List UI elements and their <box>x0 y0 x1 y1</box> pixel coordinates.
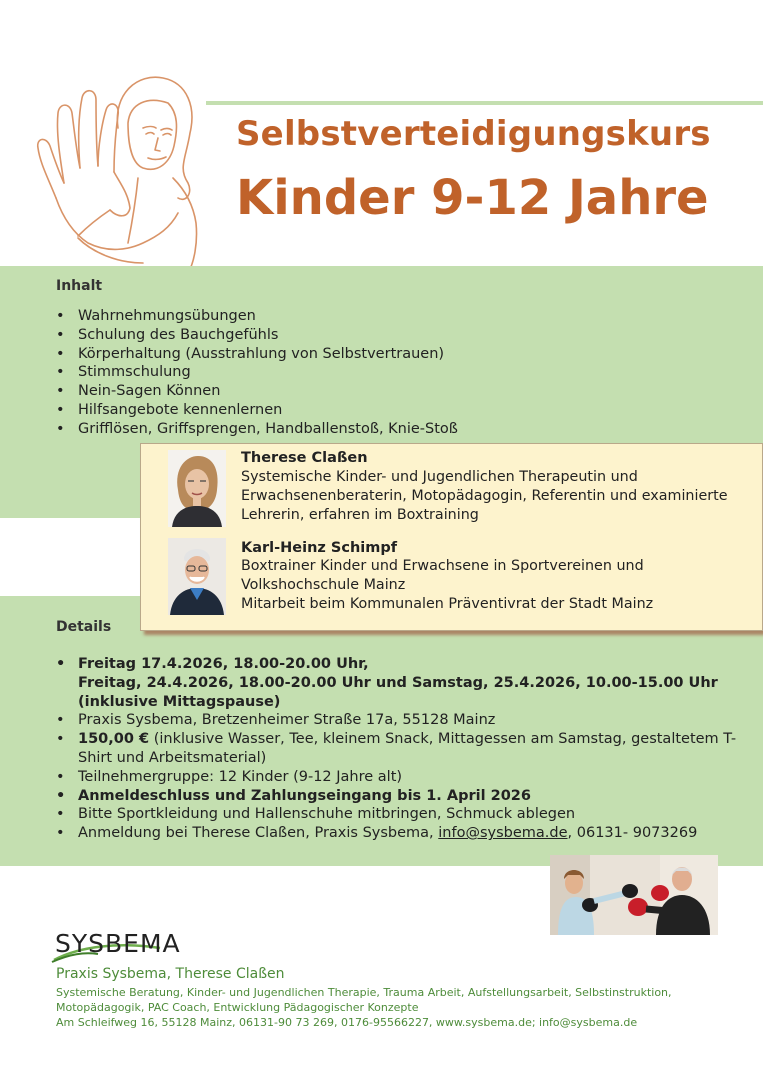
email-link[interactable]: info@sysbema.de <box>438 825 568 842</box>
registration-text: Anmeldung bei Therese Claßen, Praxis Sysbema, <box>78 825 439 842</box>
details-dates <box>56 655 746 711</box>
trainer-desc-line: Mitarbeit beim Kommunalen Präventivrat der Stadt Mainz <box>241 595 654 612</box>
header-rule <box>206 101 763 105</box>
trainer-desc-therese: Systemische Kinder- und Jugendlichen Therapeutin und Erwachsenenberaterin, Motopädagogin, Referentin und examinierte Lehrerin, erfahren im Boxtraining <box>241 469 728 523</box>
content-heading: Inhalt <box>56 278 103 294</box>
boxing-photo <box>550 855 718 935</box>
footer-info <box>56 985 736 1030</box>
list-item: • Wahrnehmungsübungen <box>56 307 458 326</box>
list-item: • Stimmschulung <box>56 363 458 382</box>
trainer-desc-karl-heinz <box>241 557 756 613</box>
details-bring: • Bitte Sportkleidung und Hallenschuhe mitbringen, Schmuck ablegen <box>56 805 746 824</box>
trainer-name-karl-heinz: Karl-Heinz Schimpf <box>241 540 398 556</box>
price-note: (inklusive Wasser, Tee, kleinem Snack, Mittagessen am Samstag, gestaltetem T-Shirt und Arbeitsmaterial) <box>78 731 737 766</box>
page-subtitle: Kinder 9-12 Jahre <box>236 170 709 226</box>
footer-line: Motopädagogik, PAC Coach, Entwicklung Pädagogischer Konzepte <box>56 1001 419 1014</box>
footer-practice: Praxis Sysbema, Therese Claßen <box>56 966 285 982</box>
content-list <box>56 307 458 439</box>
brand-logo: SYSBEMA <box>55 929 181 958</box>
dates-line: Freitag, 24.4.2026, 18.00-20.00 Uhr und Samstag, 25.4.2026, 10.00-15.00 Uhr (inklusive Mittagspause) <box>78 674 718 710</box>
trainer-photo-therese <box>168 450 226 527</box>
details-location: • Praxis Sysbema, Bretzenheimer Straße 17a, 55128 Mainz <box>56 711 746 730</box>
list-item: • Körperhaltung (Ausstrahlung von Selbstvertrauen) <box>56 345 458 364</box>
trainer-name-therese: Therese Claßen <box>241 450 368 466</box>
list-item: • Hilfsangebote kennenlernen <box>56 401 458 420</box>
trainer-photo-karl-heinz <box>168 538 226 615</box>
list-item: • Grifflösen, Griffsprengen, Handballenstoß, Knie-Stoß <box>56 420 458 439</box>
trainer-desc-line: Boxtrainer Kinder und Erwachsene in Sportvereinen und Volkshochschule Mainz <box>241 558 644 593</box>
details-list <box>56 655 746 843</box>
list-item: • Schulung des Bauchgefühls <box>56 326 458 345</box>
stop-hand-illustration <box>18 68 213 273</box>
details-group: • Teilnehmergruppe: 12 Kinder (9-12 Jahre alt) <box>56 768 746 787</box>
price-value: 150,00 € <box>78 731 150 748</box>
details-deadline: • Anmeldeschluss und Zahlungseingang bis 1. April 2026 <box>56 787 746 806</box>
details-price <box>56 730 746 768</box>
details-heading: Details <box>56 619 112 635</box>
page-title: Selbstverteidigungskurs <box>236 114 711 154</box>
dates-line: • Freitag 17.4.2026, 18.00-20.00 Uhr, <box>78 656 369 672</box>
registration-phone: , 06131- 9073269 <box>567 825 698 842</box>
details-registration <box>56 824 746 843</box>
footer-line: Am Schleifweg 16, 55128 Mainz, 06131-90 73 269, 0176-95566227, www.sysbema.de; info@sysbema.de <box>56 1016 638 1029</box>
footer-line: Systemische Beratung, Kinder- und Jugendlichen Therapie, Trauma Arbeit, Aufstellungsarbeit, Selbstinstruktion, <box>56 986 672 999</box>
list-item: • Nein-Sagen Können <box>56 382 458 401</box>
